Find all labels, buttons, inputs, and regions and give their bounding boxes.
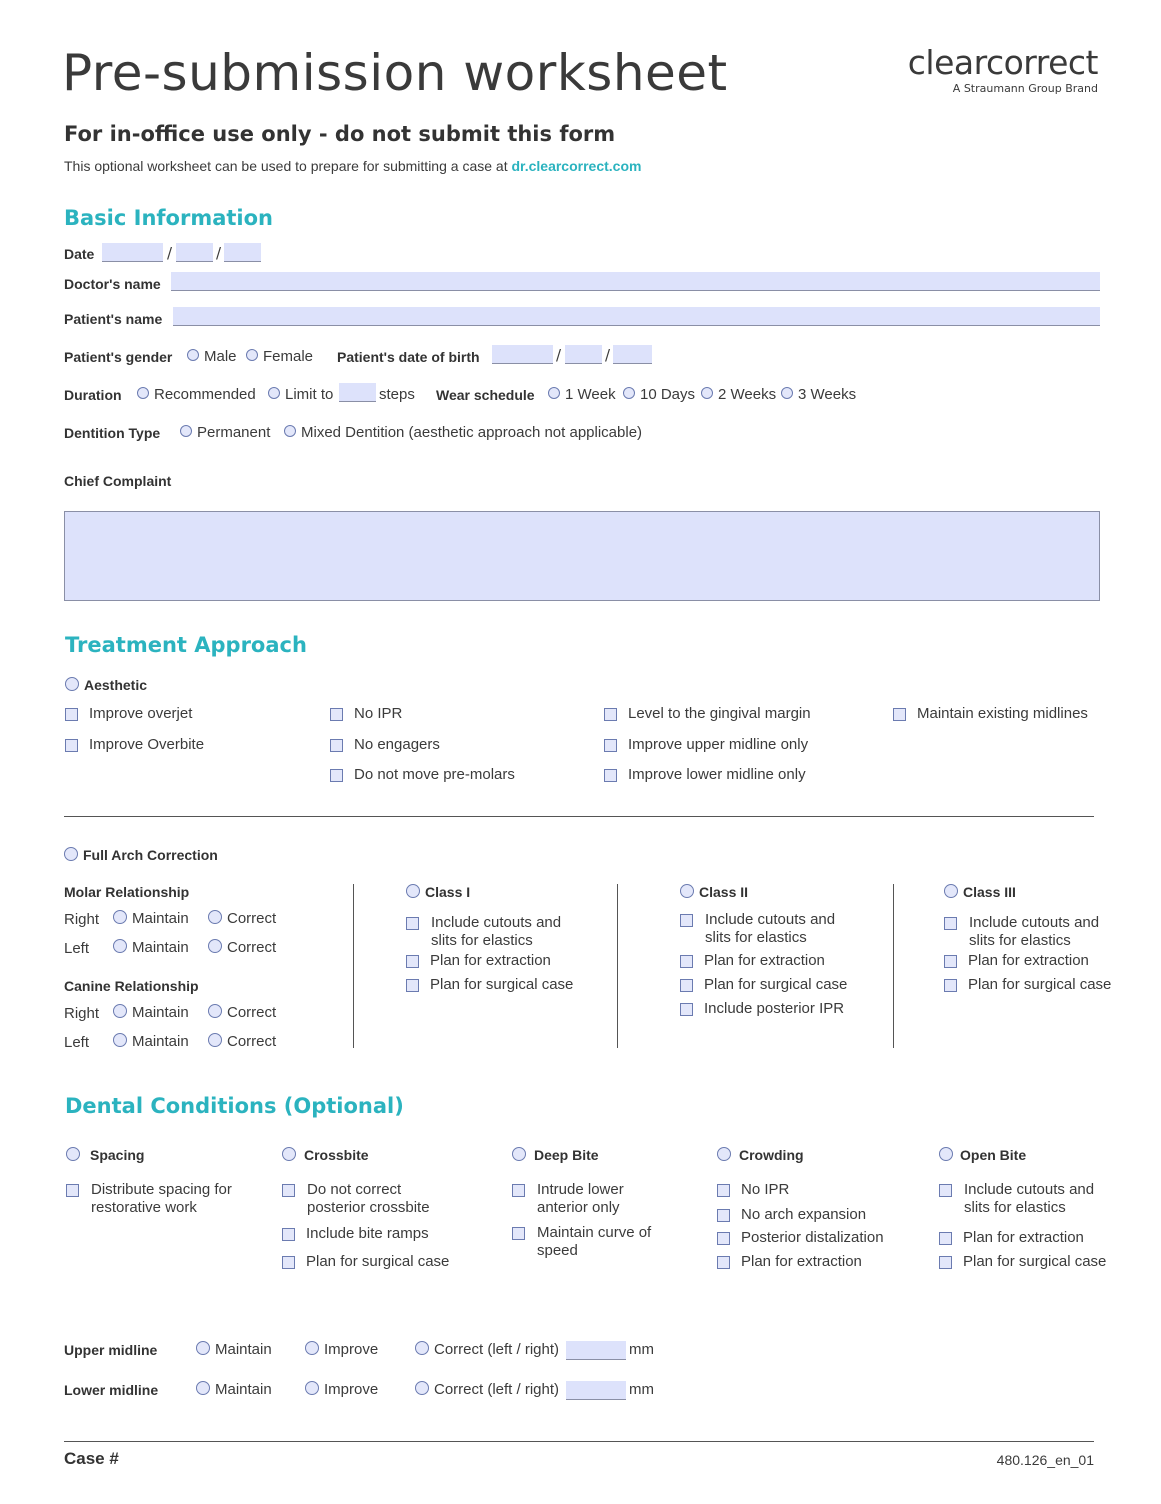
checkbox-box[interactable] <box>944 979 957 992</box>
checkbox-box[interactable] <box>939 1184 952 1197</box>
gender-female-option[interactable] <box>246 348 313 366</box>
checkbox-label: Maintain curve of speed <box>537 1224 652 1259</box>
checkbox-label: Include cutouts and slits for elastics <box>431 914 562 949</box>
crossbite-option[interactable] <box>282 1147 369 1163</box>
class-3-cutouts[interactable] <box>944 914 1124 950</box>
date-year-field[interactable] <box>224 243 261 262</box>
checkbox-box[interactable] <box>717 1232 730 1245</box>
duration-limit-radio[interactable] <box>268 387 280 399</box>
dob-slash: / <box>556 346 562 364</box>
checkbox-label: Plan for surgical case <box>430 976 574 993</box>
doctor-name-field[interactable] <box>171 272 1100 291</box>
crossbite-radio[interactable] <box>282 1147 296 1161</box>
wear-10-days-radio[interactable] <box>623 387 635 399</box>
crowding-radio[interactable] <box>717 1147 731 1161</box>
open-bite-cutouts[interactable] <box>939 1181 1119 1217</box>
molar-left-correct[interactable] <box>208 939 276 957</box>
checkbox-label: Posterior distalization <box>741 1229 884 1246</box>
spacing-label: Spacing <box>90 1147 145 1163</box>
checkbox-label: Improve overjet <box>89 705 193 722</box>
checkbox-box[interactable] <box>680 914 693 927</box>
checkbox-label: Distribute spacing for restorative work <box>91 1181 232 1216</box>
upper-midline-label: Upper midline <box>64 1342 158 1358</box>
dob-month-field[interactable] <box>492 345 553 364</box>
checkbox-label: Plan for surgical case <box>968 976 1112 993</box>
lower-midline-mm-field[interactable] <box>566 1381 626 1400</box>
upper-midline-unit: mm <box>629 1341 654 1358</box>
section-divider <box>64 816 1094 817</box>
gender-male-option[interactable] <box>187 348 237 366</box>
patient-name-field[interactable] <box>173 307 1100 326</box>
radio-label: Maintain <box>132 939 189 956</box>
checkbox-improve-overjet[interactable] <box>65 705 192 723</box>
canine-left-maintain[interactable] <box>113 1033 189 1051</box>
checkbox-box[interactable] <box>604 708 617 721</box>
checkbox-box[interactable] <box>330 708 343 721</box>
radio[interactable] <box>113 1033 127 1047</box>
checkbox-label: No engagers <box>354 736 440 753</box>
full-arch-radio[interactable] <box>64 847 78 861</box>
checkbox-improve-lower-midline[interactable] <box>604 766 806 784</box>
molar-right-maintain[interactable] <box>113 910 189 928</box>
lower-midline-correct[interactable] <box>415 1381 559 1399</box>
radio-label: Improve <box>324 1381 379 1398</box>
subtitle: For in-office use only - do not submit this form <box>64 122 616 146</box>
intro-link[interactable]: dr.clearcorrect.com <box>511 158 642 174</box>
crowding-extraction[interactable] <box>717 1253 862 1271</box>
radio-label: Maintain <box>132 1004 189 1021</box>
class-1-radio[interactable] <box>406 884 420 898</box>
full-arch-label: Full Arch Correction <box>83 847 218 863</box>
crowding-no-ipr[interactable] <box>717 1181 789 1199</box>
dob-label: Patient's date of birth <box>337 349 480 365</box>
checkbox-label: Include bite ramps <box>306 1225 429 1242</box>
checkbox-label: Plan for surgical case <box>704 976 848 993</box>
checkbox-label: No IPR <box>741 1181 790 1198</box>
basic-info-heading: Basic Information <box>64 206 273 230</box>
date-slash: / <box>216 244 222 262</box>
form-code: 480.126_en_01 <box>996 1452 1094 1468</box>
dentition-mixed-option[interactable] <box>284 424 642 442</box>
duration-recommended-radio[interactable] <box>137 387 149 399</box>
checkbox-box[interactable] <box>717 1209 730 1222</box>
checkbox-label: Improve upper midline only <box>628 736 809 753</box>
checkbox-box[interactable] <box>939 1232 952 1245</box>
aesthetic-option[interactable] <box>65 677 147 693</box>
checkbox-box[interactable] <box>717 1184 730 1197</box>
molar-right-correct[interactable] <box>208 910 276 928</box>
checkbox-box[interactable] <box>65 708 78 721</box>
checkbox-box[interactable] <box>282 1228 295 1241</box>
wear-10-days-label: 10 Days <box>640 386 696 403</box>
radio[interactable] <box>305 1341 319 1355</box>
radio[interactable] <box>415 1381 429 1395</box>
checkbox-label: Include cutouts and slits for elastics <box>705 911 836 946</box>
checkbox-label: No IPR <box>354 705 403 722</box>
lower-midline-unit: mm <box>629 1381 654 1398</box>
checkbox-box[interactable] <box>893 708 906 721</box>
deep-bite-option[interactable] <box>512 1147 599 1163</box>
molar-left-label: Left <box>64 940 90 957</box>
deep-bite-label: Deep Bite <box>534 1147 599 1163</box>
checkbox-box[interactable] <box>65 739 78 752</box>
class-1-extraction[interactable] <box>406 952 551 970</box>
radio[interactable] <box>208 939 222 953</box>
open-bite-surgical[interactable] <box>939 1253 1106 1271</box>
radio-label: Correct (left / right) <box>434 1341 560 1358</box>
radio-label: Correct (left / right) <box>434 1381 560 1398</box>
checkbox-box[interactable] <box>939 1256 952 1269</box>
footer-divider <box>64 1441 1094 1442</box>
checkbox-do-not-move-pre-molars[interactable] <box>330 766 515 784</box>
wear-2-weeks-radio[interactable] <box>701 387 713 399</box>
canine-left-label: Left <box>64 1034 90 1051</box>
checkbox-improve-upper-midline[interactable] <box>604 736 808 754</box>
column-divider <box>353 884 354 1048</box>
upper-midline-mm-field[interactable] <box>566 1341 626 1360</box>
radio-label: Maintain <box>132 1033 189 1050</box>
full-arch-option[interactable] <box>64 847 218 863</box>
checkbox-label: Improve lower midline only <box>628 766 806 783</box>
class-3-radio[interactable] <box>944 884 958 898</box>
checkbox-box[interactable] <box>604 769 617 782</box>
checkbox-box[interactable] <box>282 1256 295 1269</box>
upper-midline-maintain[interactable] <box>196 1341 272 1359</box>
wear-3-weeks-label: 3 Weeks <box>798 386 857 403</box>
duration-limit-option[interactable] <box>268 386 333 404</box>
wear-3-weeks-radio[interactable] <box>781 387 793 399</box>
class-2-surgical[interactable] <box>680 976 847 994</box>
checkbox-box[interactable] <box>680 955 693 968</box>
class-1-option[interactable] <box>406 884 470 900</box>
radio[interactable] <box>415 1341 429 1355</box>
molar-left-maintain[interactable] <box>113 939 189 957</box>
checkbox-label: Plan for extraction <box>704 952 825 969</box>
wear-schedule-label: Wear schedule <box>436 387 535 403</box>
wear-1-week-option[interactable] <box>548 386 616 404</box>
class-2-label: Class II <box>699 884 749 900</box>
radio[interactable] <box>113 910 127 924</box>
doctor-name-label: Doctor's name <box>64 276 161 292</box>
open-bite-label: Open Bite <box>960 1147 1027 1163</box>
radio[interactable] <box>196 1341 210 1355</box>
deep-bite-curve[interactable] <box>512 1224 652 1260</box>
class-2-posterior-ipr[interactable] <box>680 1000 844 1018</box>
class-1-surgical[interactable] <box>406 976 573 994</box>
checkbox-box[interactable] <box>944 917 957 930</box>
crossbite-label: Crossbite <box>304 1147 369 1163</box>
dentition-permanent-option[interactable] <box>180 424 270 442</box>
duration-label: Duration <box>64 387 122 403</box>
wear-3-weeks-option[interactable] <box>781 386 856 404</box>
checkbox-label: Include cutouts and slits for elastics <box>969 914 1100 949</box>
dentition-permanent-radio[interactable] <box>180 425 192 437</box>
duration-steps-label: steps <box>379 386 415 403</box>
radio-label: Improve <box>324 1341 379 1358</box>
canine-relationship-label: Canine Relationship <box>64 978 199 994</box>
checkbox-label: Do not move pre-molars <box>354 766 515 783</box>
radio-label: Maintain <box>132 910 189 927</box>
crowding-distalization[interactable] <box>717 1229 884 1247</box>
radio-label: Correct <box>227 910 277 927</box>
crowding-no-arch-expansion[interactable] <box>717 1206 866 1224</box>
class-2-extraction[interactable] <box>680 952 825 970</box>
crowding-option[interactable] <box>717 1147 804 1163</box>
wear-2-weeks-label: 2 Weeks <box>718 386 777 403</box>
radio-label: Correct <box>227 1004 277 1021</box>
radio[interactable] <box>113 939 127 953</box>
canine-left-correct[interactable] <box>208 1033 276 1051</box>
case-number-label: Case # <box>64 1449 119 1468</box>
date-day-field[interactable] <box>176 243 213 262</box>
checkbox-box[interactable] <box>406 955 419 968</box>
checkbox-level-gingival[interactable] <box>604 705 811 723</box>
checkbox-box[interactable] <box>512 1227 525 1240</box>
lower-midline-label: Lower midline <box>64 1382 159 1398</box>
canine-right-maintain[interactable] <box>113 1004 189 1022</box>
checkbox-box[interactable] <box>66 1184 79 1197</box>
class-1-cutouts[interactable] <box>406 914 586 950</box>
checkbox-box[interactable] <box>604 739 617 752</box>
duration-recommended-label: Recommended <box>154 386 256 403</box>
crossbite-do-not-correct[interactable] <box>282 1181 452 1217</box>
checkbox-label: Plan for extraction <box>741 1253 862 1270</box>
class-3-label: Class III <box>963 884 1016 900</box>
checkbox-label: Plan for extraction <box>963 1229 1084 1246</box>
checkbox-label: Plan for extraction <box>430 952 551 969</box>
checkbox-box[interactable] <box>512 1184 525 1197</box>
checkbox-label: Include cutouts and slits for elastics <box>964 1181 1095 1216</box>
page-title: Pre-submission worksheet <box>62 44 728 102</box>
wear-1-week-label: 1 Week <box>565 386 616 403</box>
molar-relationship-label: Molar Relationship <box>64 884 190 900</box>
radio[interactable] <box>208 910 222 924</box>
gender-female-radio[interactable] <box>246 349 258 361</box>
duration-recommended-option[interactable] <box>137 386 256 404</box>
checkbox-no-engagers[interactable] <box>330 736 440 754</box>
aesthetic-radio[interactable] <box>65 677 79 691</box>
wear-1-week-radio[interactable] <box>548 387 560 399</box>
canine-right-correct[interactable] <box>208 1004 276 1022</box>
checkbox-label: Plan for extraction <box>968 952 1089 969</box>
dentition-label: Dentition Type <box>64 425 161 441</box>
duration-steps-field[interactable] <box>339 383 376 402</box>
chief-complaint-label: Chief Complaint <box>64 473 172 489</box>
wear-2-weeks-option[interactable] <box>701 386 776 404</box>
checkbox-label: No arch expansion <box>741 1206 867 1223</box>
column-divider <box>893 884 894 1048</box>
dob-slash: / <box>605 346 611 364</box>
class-3-surgical[interactable] <box>944 976 1111 994</box>
checkbox-box[interactable] <box>330 769 343 782</box>
intro-sentence: This optional worksheet can be used to prepare for submitting a case at <box>64 158 512 174</box>
class-3-extraction[interactable] <box>944 952 1089 970</box>
deep-bite-intrude[interactable] <box>512 1181 652 1217</box>
patient-name-label: Patient's name <box>64 311 163 327</box>
intro-text <box>64 158 641 174</box>
gender-label: Patient's gender <box>64 349 173 365</box>
gender-male-radio[interactable] <box>187 349 199 361</box>
gender-male-label: Male <box>204 348 237 365</box>
crowding-label: Crowding <box>739 1147 804 1163</box>
date-label: Date <box>64 246 95 262</box>
upper-midline-correct[interactable] <box>415 1341 559 1359</box>
checkbox-no-ipr[interactable] <box>330 705 402 723</box>
checkbox-box[interactable] <box>406 917 419 930</box>
checkbox-label: Plan for surgical case <box>306 1253 450 1270</box>
checkbox-box[interactable] <box>717 1256 730 1269</box>
radio[interactable] <box>208 1033 222 1047</box>
brand-logo <box>908 44 1098 95</box>
lower-midline-improve[interactable] <box>305 1381 378 1399</box>
checkbox-label: Improve Overbite <box>89 736 205 753</box>
radio[interactable] <box>305 1381 319 1395</box>
lower-midline-maintain[interactable] <box>196 1381 272 1399</box>
date-month-field[interactable] <box>102 243 163 262</box>
checkbox-label: Intrude lower anterior only <box>537 1181 624 1216</box>
date-slash: / <box>167 244 173 262</box>
logo-tagline: A Straumann Group Brand <box>952 82 1098 95</box>
wear-10-days-option[interactable] <box>623 386 695 404</box>
radio[interactable] <box>113 1004 127 1018</box>
dob-day-field[interactable] <box>565 345 602 364</box>
radio-label: Maintain <box>215 1341 272 1358</box>
checkbox-improve-overbite[interactable] <box>65 736 204 754</box>
class-2-radio[interactable] <box>680 884 694 898</box>
open-bite-extraction[interactable] <box>939 1229 1084 1247</box>
radio-label: Correct <box>227 1033 277 1050</box>
checkbox-box[interactable] <box>680 1003 693 1016</box>
class-2-cutouts[interactable] <box>680 911 860 947</box>
logo-text: clearcorrect <box>907 43 1098 82</box>
spacing-radio[interactable] <box>66 1147 80 1161</box>
dob-year-field[interactable] <box>613 345 652 364</box>
dentition-permanent-label: Permanent <box>197 424 271 441</box>
checkbox-box[interactable] <box>680 979 693 992</box>
molar-right-label: Right <box>64 911 100 928</box>
aesthetic-label: Aesthetic <box>84 677 148 693</box>
checkbox-box[interactable] <box>944 955 957 968</box>
crossbite-surgical[interactable] <box>282 1253 449 1271</box>
chief-complaint-textarea[interactable] <box>64 511 1100 601</box>
class-1-label: Class I <box>425 884 471 900</box>
radio[interactable] <box>208 1004 222 1018</box>
canine-right-label: Right <box>64 1005 100 1022</box>
deep-bite-radio[interactable] <box>512 1147 526 1161</box>
upper-midline-improve[interactable] <box>305 1341 378 1359</box>
checkbox-label: Plan for surgical case <box>963 1253 1107 1270</box>
treatment-approach-heading: Treatment Approach <box>65 633 307 657</box>
column-divider <box>617 884 618 1048</box>
checkbox-label: Do not correct posterior crossbite <box>307 1181 430 1216</box>
dental-conditions-heading: Dental Conditions (Optional) <box>65 1094 404 1118</box>
radio-label: Correct <box>227 939 277 956</box>
checkbox-label: Maintain existing midlines <box>917 705 1088 722</box>
class-3-option[interactable] <box>944 884 1016 900</box>
checkbox-maintain-midlines[interactable] <box>893 705 1088 723</box>
spacing-distribute[interactable] <box>66 1181 246 1217</box>
checkbox-box[interactable] <box>330 739 343 752</box>
class-2-option[interactable] <box>680 884 748 900</box>
dentition-mixed-label: Mixed Dentition (aesthetic approach not applicable) <box>301 424 643 441</box>
checkbox-label: Level to the gingival margin <box>628 705 811 722</box>
spacing-option[interactable] <box>66 1147 144 1163</box>
gender-female-label: Female <box>263 348 314 365</box>
checkbox-label: Include posterior IPR <box>704 1000 845 1017</box>
radio-label: Maintain <box>215 1381 272 1398</box>
checkbox-box[interactable] <box>406 979 419 992</box>
checkbox-box[interactable] <box>282 1184 295 1197</box>
radio[interactable] <box>196 1381 210 1395</box>
duration-limit-label: Limit to <box>285 386 334 403</box>
open-bite-radio[interactable] <box>939 1147 953 1161</box>
dentition-mixed-radio[interactable] <box>284 425 296 437</box>
open-bite-option[interactable] <box>939 1147 1026 1163</box>
crossbite-bite-ramps[interactable] <box>282 1225 429 1243</box>
